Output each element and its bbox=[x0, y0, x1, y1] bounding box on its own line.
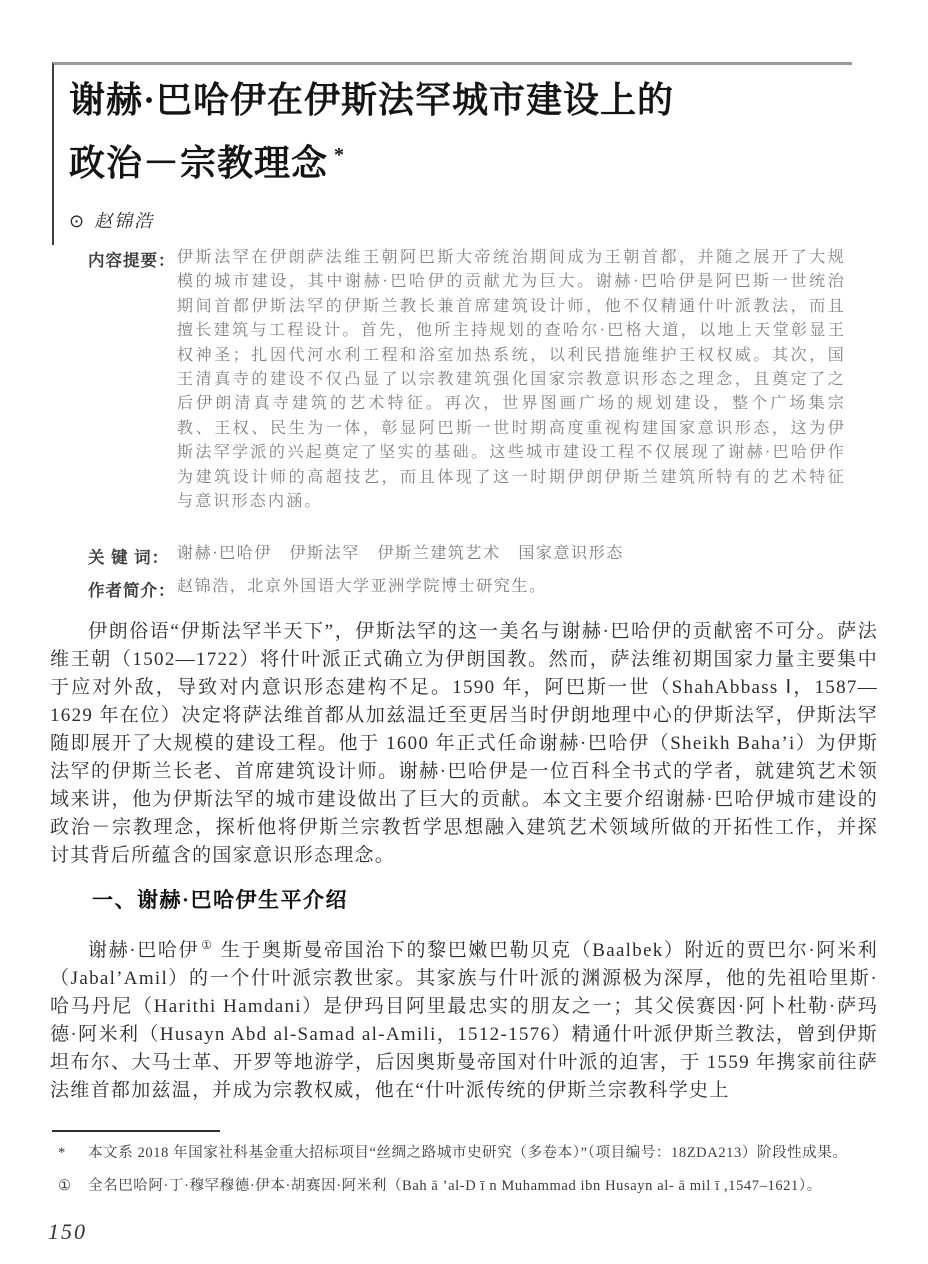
abstract-label: 内容提要： bbox=[88, 252, 176, 270]
footnote-1-marker: ① bbox=[58, 1178, 72, 1194]
footnote-star-text: 本文系 2018 年国家社科基金重大招标项目“丝绸之路城市史研究（多卷本）”（项目编号：18ZDA213）阶段性成果。 bbox=[88, 1145, 848, 1161]
article-header bbox=[52, 62, 852, 245]
footnote-separator bbox=[52, 1130, 220, 1132]
paragraph-2 bbox=[50, 931, 878, 1105]
paragraph-2-text-start: 谢赫·巴哈伊 bbox=[88, 940, 200, 961]
abstract-block bbox=[88, 246, 846, 514]
keywords-line bbox=[88, 543, 846, 565]
footnote-ref-1: ① bbox=[201, 938, 213, 952]
footnote-star-marker: * bbox=[58, 1145, 66, 1161]
footnote-1 bbox=[52, 1176, 878, 1196]
author-bio-text: 赵锦浩，北京外国语大学亚洲学院博士研究生。 bbox=[177, 578, 547, 595]
article-body bbox=[50, 618, 878, 1105]
title-note-marker: * bbox=[334, 144, 346, 166]
article-title-line2: 政治－宗教理念 bbox=[69, 143, 329, 183]
author-bio-line bbox=[88, 576, 846, 598]
author-bullet-icon: ⊙ bbox=[69, 211, 87, 231]
keywords-label: 关 键 词： bbox=[88, 549, 170, 567]
author-bio-label: 作者简介： bbox=[88, 582, 176, 600]
author-name: 赵锦浩 bbox=[94, 211, 155, 231]
author-line bbox=[69, 207, 852, 233]
footnote-star bbox=[52, 1143, 878, 1163]
page-number: 150 bbox=[48, 1219, 87, 1244]
article-title-line1: 谢赫·巴哈伊在伊斯法罕城市建设上的 bbox=[69, 80, 675, 120]
section-1-heading: 一、谢赫·巴哈伊生平介绍 bbox=[92, 888, 349, 912]
paragraph-1: 伊朗俗语“伊斯法罕半天下”，伊斯法罕的这一美名与谢赫·巴哈伊的贡献密不可分。萨法维王朝（1502—1722）将什叶派正式确立为伊朗国教。然而，萨法维初期国家力量主要集中于应对外敌，导致对内意识形态建构不足。1590 年，阿巴斯一世（ShahAbbass Ⅰ，1587—1629 年在位）决定将萨法维首都从加兹温迁至更居当时伊朗地理中心的伊斯法罕，伊斯法罕随即展开了大规模的建设工程。他于 1600 年正式任命谢赫·巴哈伊（Sheikh Baha’i）为伊斯法罕的伊斯兰长老、首席建筑设计师。谢赫·巴哈伊是一位百科全书式的学者，就建筑艺术领域来讲，他为伊斯法罕的城市建设做出了巨大的贡献。本文主要介绍谢赫·巴哈伊城市建设的政治－宗教理念，探析他将伊斯兰宗教哲学思想融入建筑艺术领域所做的开拓性工作，并探讨其背后所蕴含的国家意识形态理念。 bbox=[50, 621, 878, 866]
paragraph-2-text-rest: 生于奥斯曼帝国治下的黎巴嫩巴勒贝克（Baalbek）附近的贾巴尔·阿米利（Jabal’Amil）的一个什叶派宗教世家。其家族与什叶派的渊源极为深厚，他的先祖哈里斯·哈马丹尼（Harithi Hamdani）是伊玛目阿里最忠实的朋友之一；其父侯赛因·阿卜杜勒·萨玛德·阿米利（Husayn Abd al-Samad al-Amili，1512-1576）精通什叶派伊斯兰教法，曾到伊斯坦布尔、大马士革、开罗等地游学，后因奥斯曼帝国对什叶派的迫害，于 1559 年携家前往萨法维首都加兹温，并成为宗教权威，他在“什叶派传统的伊斯兰宗教科学史上 bbox=[50, 940, 878, 1101]
article-title bbox=[69, 73, 852, 191]
keywords-text: 谢赫·巴哈伊 伊斯法罕 伊斯兰建筑艺术 国家意识形态 bbox=[177, 545, 624, 562]
footnote-1-text: 全名巴哈阿·丁·穆罕穆德·伊本·胡赛因·阿米利（Bah ā ’al-D ī n Muhammad ibn Husayn al- ā mil ī ,1547–1621）。 bbox=[88, 1178, 822, 1194]
abstract-text: 伊斯法罕在伊朗萨法维王朝阿巴斯大帝统治期间成为王朝首都，并随之展开了大规模的城市建设，其中谢赫·巴哈伊的贡献尤为巨大。谢赫·巴哈伊是阿巴斯一世统治期间首都伊斯法罕的伊斯兰教长兼首席建筑设计师，他不仅精通什叶派教法，而且擅长建筑与工程设计。首先，他所主持规划的查哈尔·巴格大道，以地上天堂彰显王权神圣；扎因代河水利工程和浴室加热系统，以利民措施维护王权权威。其次，国王清真寺的建设不仅凸显了以宗教建筑强化国家宗教意识形态之理念，且奠定了之后伊朗清真寺建筑的艺术特征。再次，世界图画广场的规划建设，整个广场集宗教、王权、民生为一体，彰显阿巴斯一世时期高度重视构建国家意识形态，这为伊斯法罕学派的兴起奠定了坚实的基础。这些城市建设工程不仅展现了谢赫·巴哈伊作为建筑设计师的高超技艺，而且体现了这一时期伊朗伊斯兰建筑所特有的艺术特征与意识形态内涵。 bbox=[177, 249, 846, 511]
